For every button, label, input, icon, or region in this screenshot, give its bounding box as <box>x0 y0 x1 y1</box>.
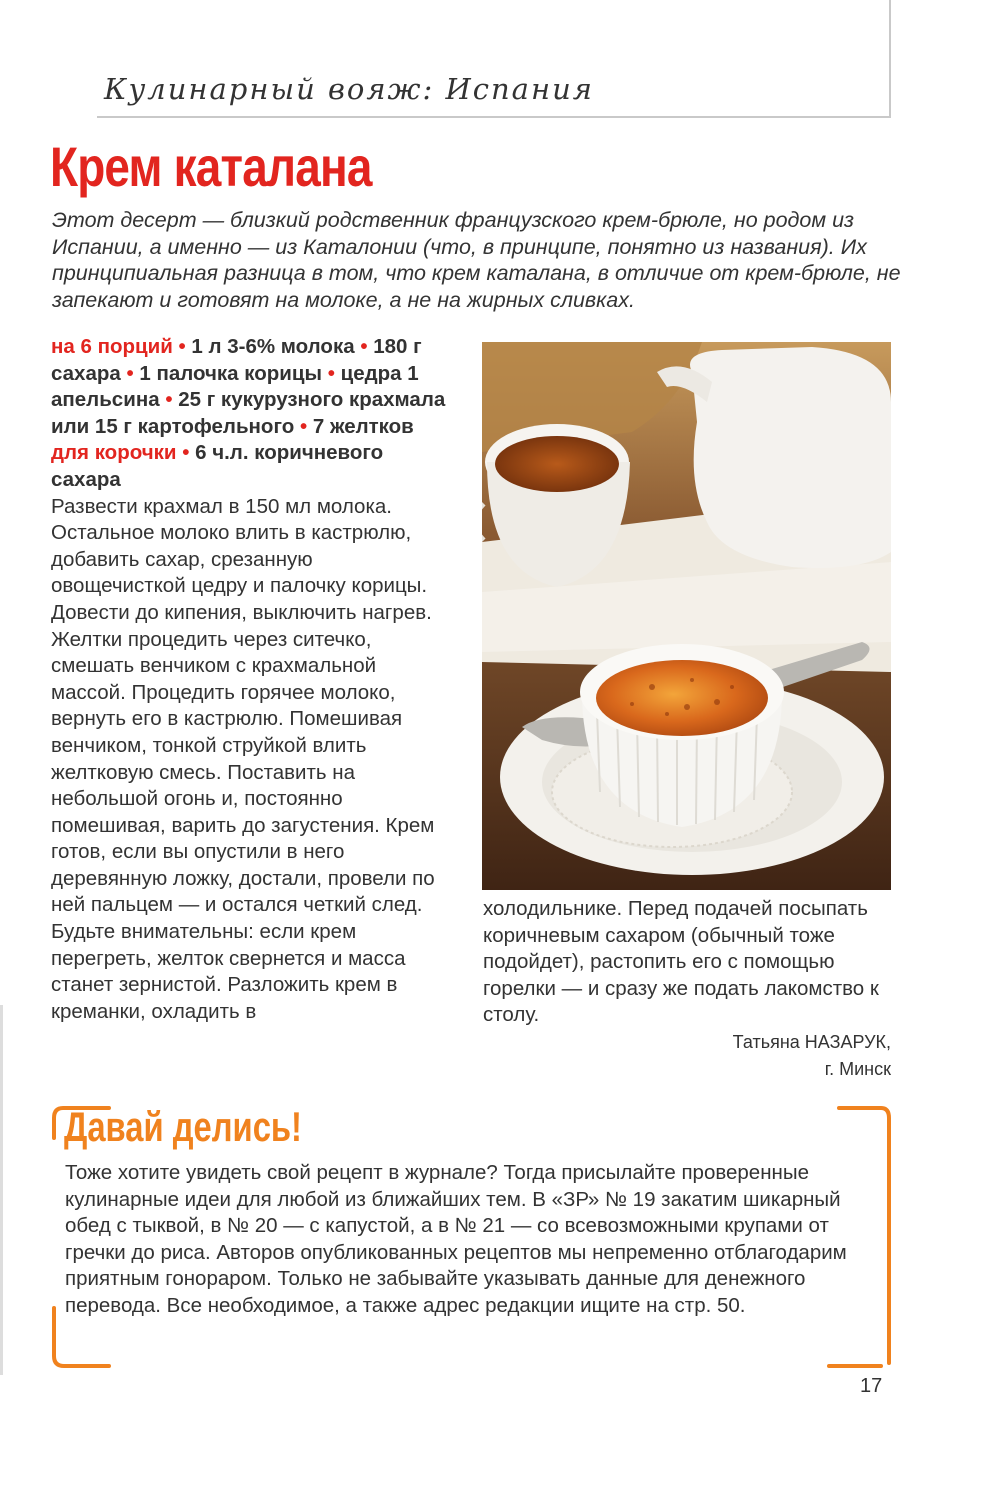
method-text-left: Развести крахмал в 150 мл молока. Остальное молоко влить в кастрюлю, добавить сахар, срезанную овощечисткой цедру и палочку корицы. Довести до кипения, выключить нагрев. Желтки процедить через ситечко, смешать венчиком с крахмальной массой. Процедить горячее молоко, вернуть его в кастрюлю. Помешивая венчиком, тонкой струйкой влить желтковую смесь. Поставить на небольшой огонь и, постоянно помешивая, варить до загустения. Крем готов, если вы опустили в него деревянную ложку, достали, провели по ней пальцем — и остался четкий след. Будьте внимательны: если крем перегреть, желток свернется и масса станет зернистой. Разложить крем в креманки, охладить в <box>51 494 435 1023</box>
ingredients-block: на 6 порций • 1 л 3-6% молока • 180 г сахара • 1 палочка корицы • цедра 1 апельсина • 25 г кукурузного крахмала или 15 г картофельного • 7 желтков для корочки • 6 ч.л. коричневого сахара <box>51 335 446 491</box>
dessert-photo <box>482 342 891 890</box>
share-title: Давай делись! <box>64 1103 302 1150</box>
ingredient-item: 25 г кукурузного крахмала или 15 г картофельного <box>51 388 446 438</box>
crust-ingredient-item: 6 ч.л. коричневого сахара <box>51 441 384 491</box>
page-edge-rule <box>0 1005 3 1375</box>
ingredient-item: 1 л 3-6% молока <box>191 335 355 358</box>
ingredient-item: 7 желтков <box>312 414 414 438</box>
crust-label: для корочки <box>51 441 177 465</box>
recipe-left-column <box>51 334 446 1025</box>
ingredient-item: цедра 1 апельсина <box>51 361 419 412</box>
author-signature <box>733 1029 891 1083</box>
ingredient-item: 1 палочка корицы <box>139 361 323 385</box>
section-title: Кулинарный вояж: Испания <box>104 72 594 106</box>
author-city: г. Минск <box>824 1059 891 1079</box>
method-text-right: холодильнике. Перед подачей посыпать коричневым сахаром (обычный тоже подойдет), растопить его с помощью горелки — и сразу же подать лакомство к столу. <box>483 897 879 1027</box>
page-number: 17 <box>860 1375 883 1397</box>
recipe-title: Крем каталана <box>50 135 372 198</box>
recipe-intro: Этот десерт — близкий родственник французского крем-брюле, но родом из Испании, а именно — из Каталонии (что, в принципе, понятно из названия). Их принципиальная разница в том, что крем каталана, в отличие от крем-брюле, не запекают и готовят на молоке, а не на жирных сливках. <box>52 208 901 312</box>
servings-label: на 6 порций <box>51 335 173 358</box>
author-name: Татьяна НАЗАРУК, <box>732 1032 891 1052</box>
ingredient-item: 180 г сахара <box>51 335 422 385</box>
share-text: Тоже хотите увидеть свой рецепт в журнале? Тогда присылайте проверенные кулинарные идеи для любой из ближайших тем. В «ЗР» № 19 закатим шикарный обед с тыквой, в № 20 — с капустой, а в № 21 — со всевозможными крупами от гречки до риса. Авторов опубликованных рецептов мы непременно отблагодарим приятным гонораром. Только не забывайте указывать данные для денежного перевода. Все необходимое, а также адрес редакции ищите на стр. 50. <box>65 1161 847 1317</box>
